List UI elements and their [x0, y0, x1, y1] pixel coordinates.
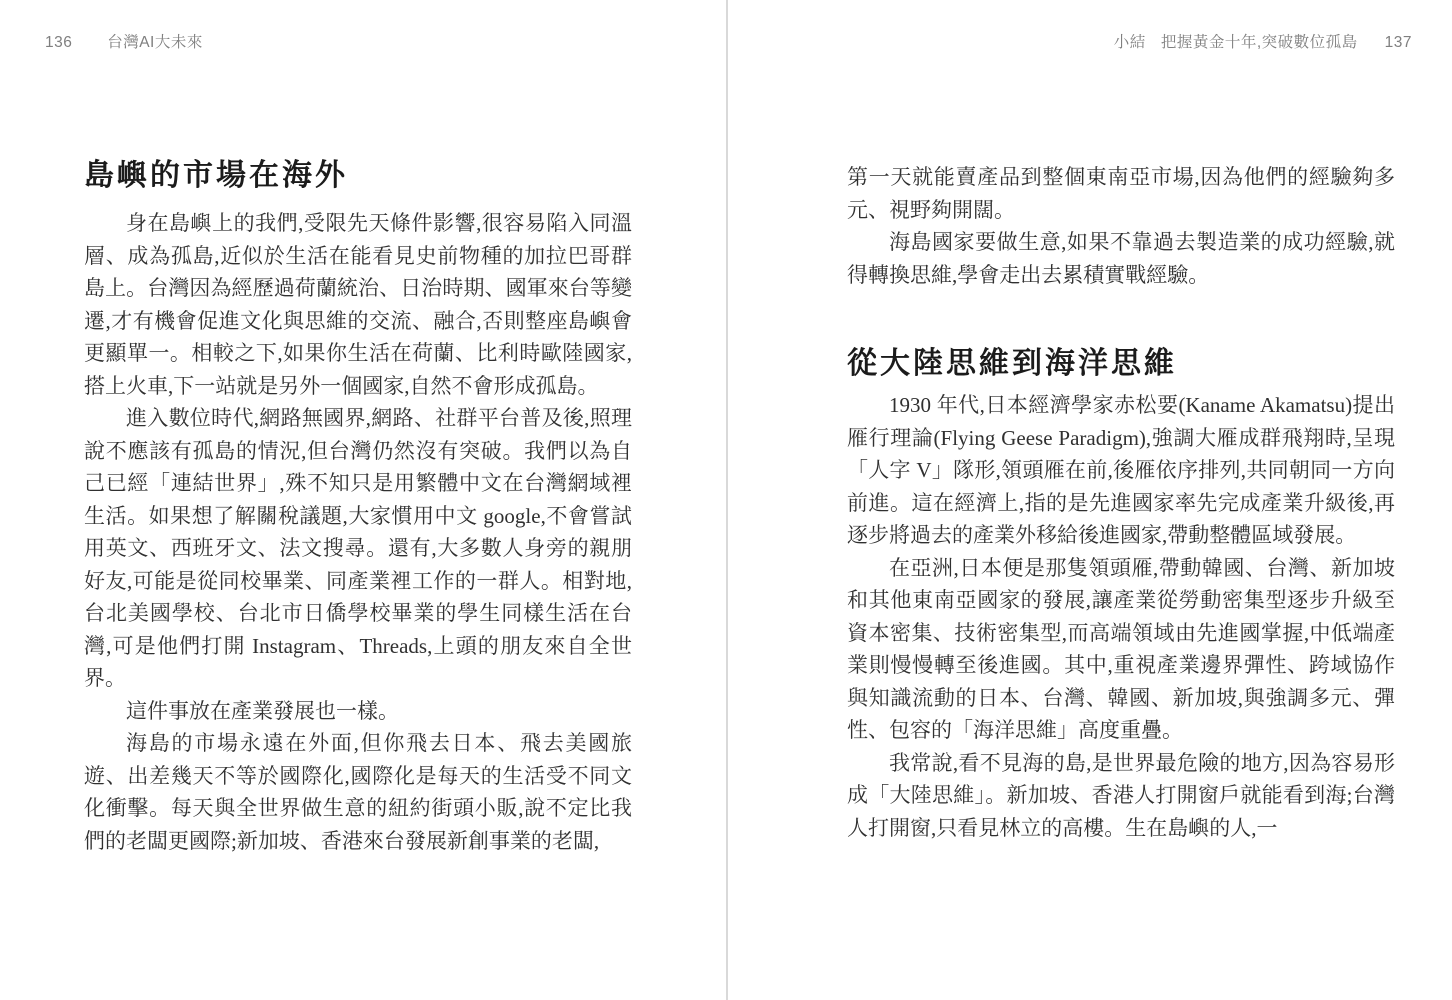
body-paragraph: 在亞洲,日本便是那隻領頭雁,帶動韓國、台灣、新加坡和其他東南亞國家的發展,讓產業從勞動密集型逐步升級至資本密集、技術密集型,而高端領域由先進國掌握,中低端產業則慢慢轉至後進國。其中,重視產業邊界彈性、跨域協作與知識流動的日本、台灣、韓國、新加坡,與強調多元、彈性、包容的「海洋思維」高度重疊。	[847, 555, 1395, 742]
body-paragraph-continued: 第一天就能賣產品到整個東南亞市場,因為他們的經驗夠多元、視野夠開闊。	[847, 165, 1395, 222]
page-number-right: 137	[1384, 34, 1412, 51]
running-header-right	[1114, 30, 1412, 52]
body-paragraph: 這件事放在產業發展也一樣。	[126, 698, 399, 723]
body-paragraph: 身在島嶼上的我們,受限先天條件影響,很容易陷入同溫層、成為孤島,近似於生活在能看見史前物種的加拉巴哥群島上。台灣因為經歷過荷蘭統治、日治時期、國軍來台等變遷,才有機會促進文化與思維的交流、融合,否則整座島嶼會更顯單一。相較之下,如果你生活在荷蘭、比利時歐陸國家,搭上火車,下一站就是另外一個國家,自然不會形成孤島。	[84, 211, 632, 398]
running-section-label: 小結	[1113, 34, 1146, 51]
right-page-content	[847, 161, 1395, 844]
body-paragraph: 海島的市場永遠在外面,但你飛去日本、飛去美國旅遊、出差幾天不等於國際化,國際化是每天的生活受不同文化衝擊。每天與全世界做生意的紐約街頭小販,說不定比我們的老闆更國際;新加坡、香港來台發展新創事業的老闆,	[84, 731, 632, 853]
left-page-content	[84, 158, 632, 857]
body-paragraph: 1930 年代,日本經濟學家赤松要(Kaname Akamatsu)提出雁行理論(Flying Geese Paradigm),強調大雁成群飛翔時,呈現「人字 V」隊形,領頭雁在前,後雁依序排列,共同朝同一方向前進。這在經濟上,指的是先進國家率先完成產業升級後,再逐步將過去的產業外移給後進國家,帶動整體區域發展。	[847, 393, 1395, 547]
section-heading-left: 島嶼的市場在海外	[84, 159, 348, 192]
body-paragraph: 海島國家要做生意,如果不靠過去製造業的成功經驗,就得轉換思維,學會走出去累積實戰經驗。	[847, 230, 1395, 287]
body-paragraph: 進入數位時代,網路無國界,網路、社群平台普及後,照理說不應該有孤島的情況,但台灣仍然沒有突破。我們以為自己已經「連結世界」,殊不知只是用繁體中文在台灣網域裡生活。如果想了解關稅議題,大家慣用中文 google,不會嘗試用英文、西班牙文、法文搜尋。還有,大多數人身旁的親朋好友,可能是從同校畢業、同產業裡工作的一群人。相對地,台北美國學校、台北市日僑學校畢業的學生同樣生活在台灣,可是他們打開 Instagram、Threads,上頭的朋友來自全世界。	[84, 406, 632, 690]
running-title-right: 把握黃金十年,突破數位孤島	[1160, 34, 1358, 51]
section-heading-right: 從大陸思維到海洋思維	[847, 347, 1177, 380]
running-header-left	[45, 30, 203, 52]
page-number-left: 136	[45, 34, 73, 51]
body-paragraph: 我常說,看不見海的島,是世界最危險的地方,因為容易形成「大陸思維」。新加坡、香港人打開窗戶就能看到海;台灣人打開窗,只看見林立的高樓。生在島嶼的人,一	[847, 750, 1395, 840]
right-page	[728, 0, 1452, 1000]
running-title-left: 台灣AI大未來	[107, 34, 203, 51]
